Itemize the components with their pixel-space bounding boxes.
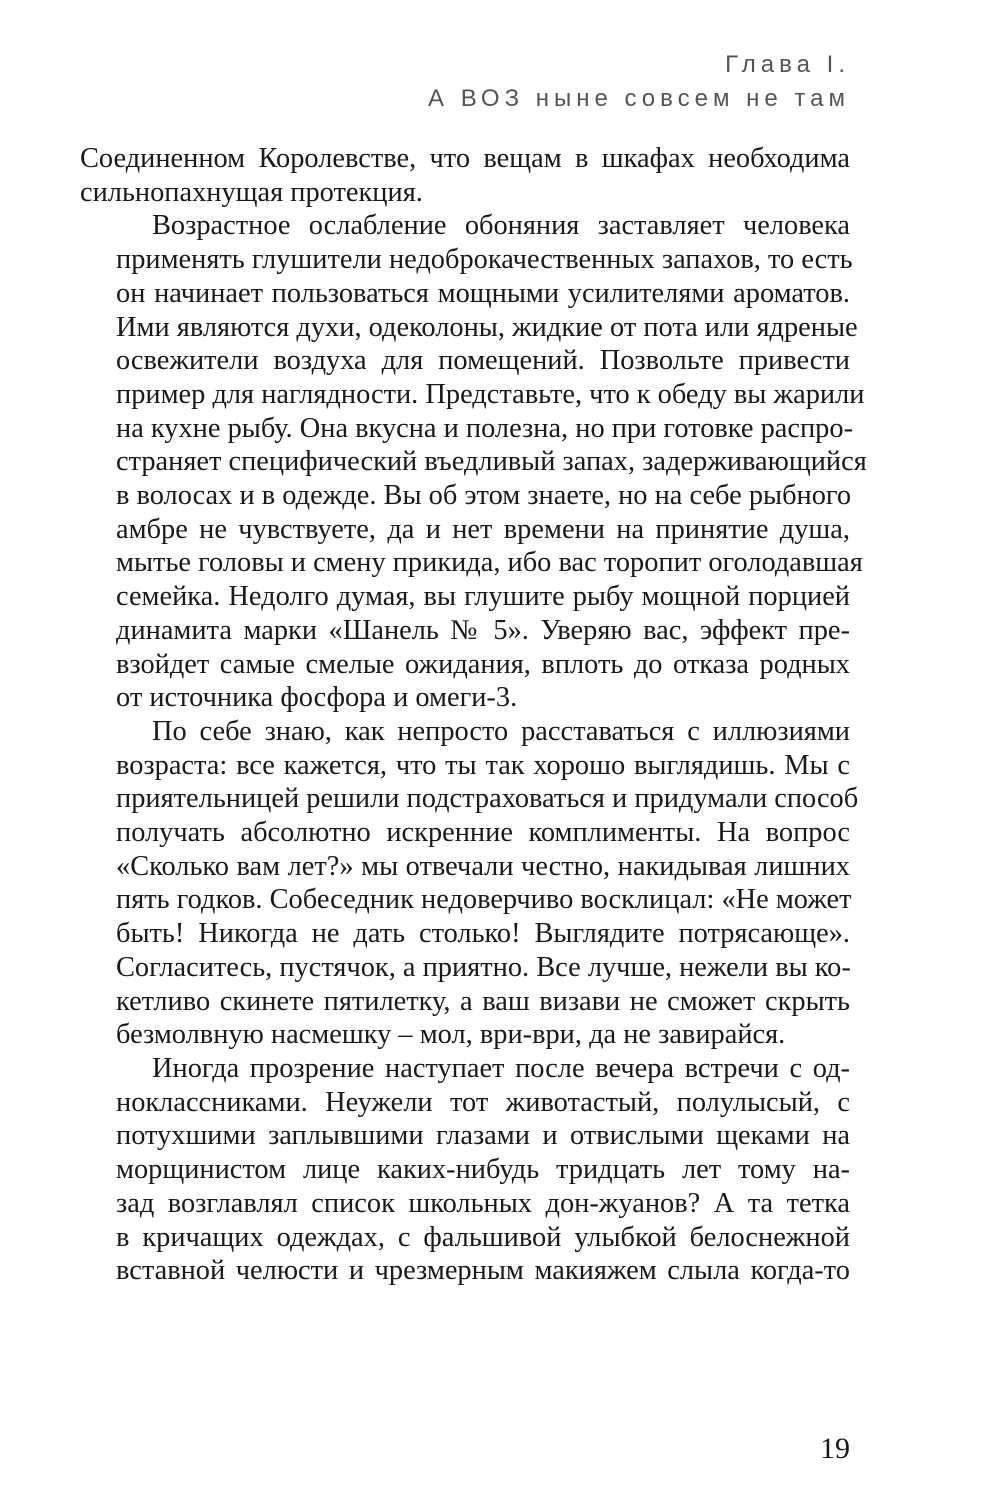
text-line: освежители воздуха для помещений. Позвольте привести [116, 345, 850, 377]
text-line: сильнопахнущая протекция. [80, 176, 423, 208]
text-line: кетливо скинете пятилетку, а ваш визави не сможет скрыть [116, 985, 850, 1017]
text-line: семейка. Недолго думая, вы глушите рыбу мощной порцией [116, 581, 850, 613]
text-line: морщинистом лице каких-нибудь тридцать лет тому на- [116, 1154, 850, 1186]
paragraph [80, 715, 859, 1052]
text-line: он начинает пользоваться мощными усилителями ароматов. [116, 277, 850, 309]
text-line: в кричащих одеждах, с фальшивой улыбкой белоснежной [116, 1221, 850, 1253]
text-line: от источника фосфора и омеги-3. [116, 682, 518, 714]
text-line: Соединенном Королевстве, что вещам в шкафах необходима [80, 143, 850, 174]
text-line: быть! Никогда не дать столько! Выглядите потрясающе». [116, 918, 850, 950]
chapter-title: А ВОЗ ныне совсем не там [428, 85, 850, 112]
text-line: Иногда прозрение наступает после вечера встречи с од- [152, 1052, 850, 1084]
text-line: пример для наглядности. Представьте, что к обеду вы жарили [116, 378, 865, 410]
page-number: 19 [820, 1432, 850, 1465]
text-line: Ими являются духи, одеколоны, жидкие от пота или ядреные [116, 311, 858, 343]
text-line: приятельницей решили подстраховаться и придумали способ [116, 783, 859, 815]
text-line: ноклассниками. Неужели тот животастый, полулысый, с [116, 1086, 850, 1118]
chapter-label: Глава I. [725, 51, 850, 78]
text-line: применять глушители недоброкачественных запахов, то есть [116, 244, 853, 276]
paragraph [80, 209, 867, 715]
text-line: Возрастное ослабление обоняния заставляет человека [152, 210, 850, 242]
text-line: получать абсолютно искренние комплименты. На вопрос [116, 817, 850, 849]
text-line: в волосах и в одежде. Вы об этом знаете, но на себе рыбного [116, 480, 852, 512]
text-line: мытье головы и смену прикида, ибо вас торопит оголодавшая [116, 547, 863, 579]
text-line: страняет специфический въедливый запах, задерживающийся [116, 446, 867, 478]
text-line: Согласитесь, пустячок, а приятно. Все лучше, нежели вы ко- [116, 951, 851, 983]
text-line: возраста: все кажется, что ты так хорошо выглядишь. Мы с [116, 749, 850, 781]
text-line: вставной челюсти и чрезмерным макияжем слыла когда-то [116, 1255, 850, 1287]
text-line: пять годков. Собеседник недоверчиво восклицал: «Не может [116, 884, 852, 916]
paragraph [80, 1052, 850, 1288]
text-line: взойдет самые смелые ожидания, вплоть до отказа родных [116, 648, 850, 680]
body-text [80, 142, 867, 1288]
text-line: на кухне рыбу. Она вкусна и полезна, но при готовке распро- [116, 412, 854, 444]
text-line: «Сколько вам лет?» мы отвечали честно, накидывая лишних [116, 850, 850, 882]
text-line: По себе знаю, как непросто расставаться с иллюзиями [152, 715, 850, 747]
text-line: динамита марки «Шанель № 5». Уверяю вас, эффект пре- [116, 614, 850, 646]
paragraph [80, 142, 850, 209]
running-head [428, 48, 850, 116]
text-line: безмолвную насмешку – мол, ври-ври, да не завирайся. [116, 1019, 786, 1051]
text-line: амбре не чувствуете, да и нет времени на принятие душа, [116, 513, 850, 545]
text-line: потухшими заплывшими глазами и отвислыми щеками на [116, 1120, 850, 1152]
text-line: зад возглавлял список школьных дон-жуанов? А та тетка [116, 1187, 850, 1219]
